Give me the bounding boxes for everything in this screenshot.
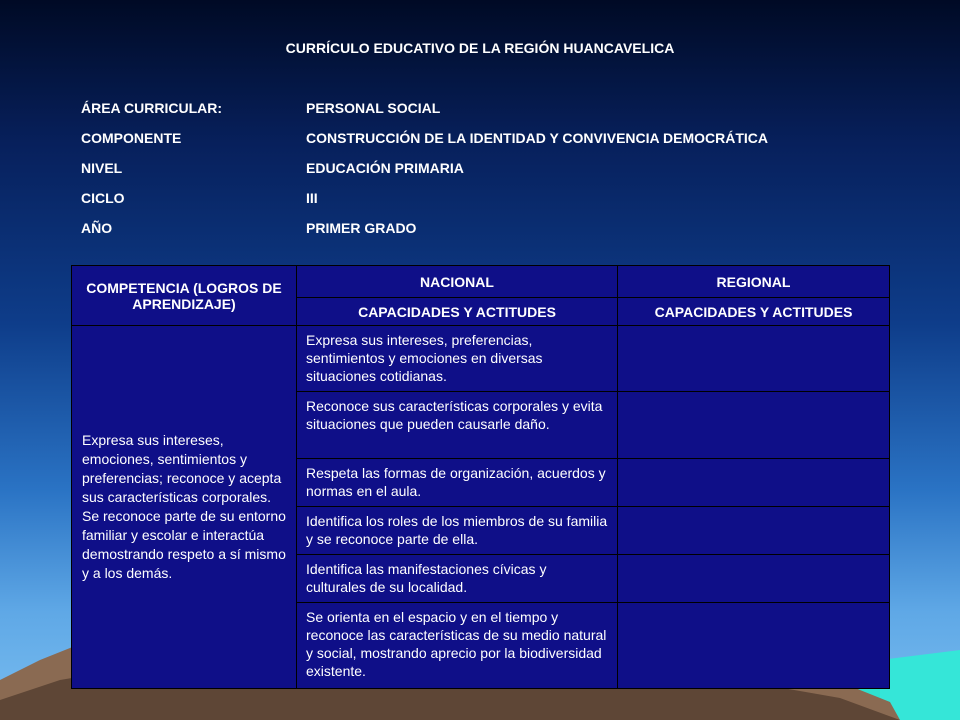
info-label: AÑO bbox=[81, 220, 113, 236]
info-value: PERSONAL SOCIAL bbox=[306, 100, 441, 116]
header-regional: REGIONAL bbox=[618, 266, 890, 298]
regional-cell bbox=[618, 507, 890, 555]
header-capacidades-nacional: CAPACIDADES Y ACTITUDES bbox=[297, 298, 618, 326]
info-row-nivel bbox=[81, 158, 768, 188]
table-row bbox=[72, 326, 890, 392]
info-value: PRIMER GRADO bbox=[306, 220, 417, 236]
info-value: EDUCACIÓN PRIMARIA bbox=[306, 160, 464, 176]
info-row-ciclo bbox=[81, 188, 768, 218]
info-row-componente bbox=[81, 128, 768, 158]
capacidad-cell: Expresa sus intereses, preferencias, sentimientos y emociones en diversas situaciones cotidianas. bbox=[297, 326, 618, 392]
info-value: III bbox=[306, 190, 318, 206]
info-label: ÁREA CURRICULAR: bbox=[81, 100, 223, 116]
page-title: CURRÍCULO EDUCATIVO DE LA REGIÓN HUANCAVELICA bbox=[285, 40, 675, 56]
capacidad-cell: Reconoce sus características corporales y evita situaciones que pueden causarle daño. bbox=[297, 392, 618, 459]
curriculum-table bbox=[71, 265, 890, 689]
info-row-area bbox=[81, 98, 768, 128]
capacidad-cell: Identifica las manifestaciones cívicas y culturales de su localidad. bbox=[297, 555, 618, 603]
competencia-cell: Expresa sus intereses, emociones, sentimientos y preferencias; reconoce y acepta sus características corporales. Se reconoce parte de su entorno familiar y escolar e interactúa demostrando respeto a sí mismo y a los demás. bbox=[72, 326, 297, 689]
header-capacidades-regional: CAPACIDADES Y ACTITUDES bbox=[618, 298, 890, 326]
info-value: CONSTRUCCIÓN DE LA IDENTIDAD Y CONVIVENCIA DEMOCRÁTICA bbox=[306, 130, 769, 146]
capacidad-cell: Se orienta en el espacio y en el tiempo y reconoce las características de su medio natural y social, mostrando aprecio por la biodiversidad existente. bbox=[297, 603, 618, 689]
regional-cell bbox=[618, 326, 890, 392]
info-block bbox=[81, 98, 768, 248]
header-competencia: COMPETENCIA (LOGROS DE APRENDIZAJE) bbox=[72, 266, 297, 326]
regional-cell bbox=[618, 603, 890, 689]
info-row-ano bbox=[81, 218, 768, 248]
info-label: NIVEL bbox=[81, 160, 123, 176]
info-label: CICLO bbox=[81, 190, 125, 206]
header-nacional: NACIONAL bbox=[297, 266, 618, 298]
capacidad-cell: Identifica los roles de los miembros de su familia y se reconoce parte de ella. bbox=[297, 507, 618, 555]
info-label: COMPONENTE bbox=[81, 130, 182, 146]
table-header-row bbox=[72, 266, 890, 298]
regional-cell bbox=[618, 459, 890, 507]
regional-cell bbox=[618, 555, 890, 603]
capacidad-cell: Respeta las formas de organización, acuerdos y normas en el aula. bbox=[297, 459, 618, 507]
regional-cell bbox=[618, 392, 890, 459]
